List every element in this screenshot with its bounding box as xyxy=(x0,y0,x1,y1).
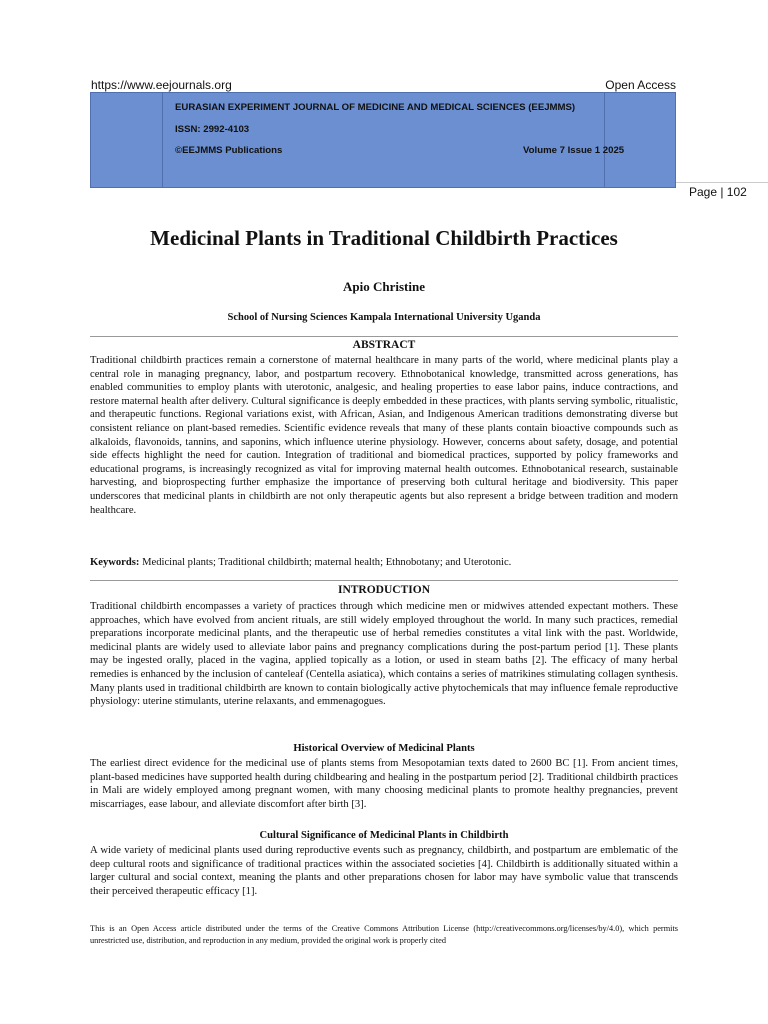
page-number: Page | 102 xyxy=(689,185,747,199)
cultural-text: A wide variety of medicinal plants used during reproductive events such as pregnancy, childbirth, and postpartum are emblematic of the deep cultural roots and significance of traditional practices within the associated societies [4]. Childbirth is additionally situated within a larger cultural and social context, meaning the plants and other preparations chosen for labor may have symbolic value that transcends their perceived therapeutic efficacy [1]. xyxy=(90,845,678,897)
license-footer: This is an Open Access article distributed under the terms of the Creative Commons Attribution License (http://creativecommons.org/licenses/by/4.0), which permits unrestricted use, distribution, and reproduction in any medium, provided the original work is properly cited xyxy=(90,924,678,945)
cultural-heading: Cultural Significance of Medicinal Plants in Childbirth xyxy=(259,830,509,841)
keywords-label: Keywords: xyxy=(90,557,140,568)
abstract-heading: ABSTRACT xyxy=(352,339,416,351)
journal-url[interactable]: https://www.eejournals.org xyxy=(91,78,232,92)
journal-issn: ISSN: 2992-4103 xyxy=(175,124,250,135)
introduction-heading: INTRODUCTION xyxy=(337,584,430,596)
historical-heading: Historical Overview of Medicinal Plants xyxy=(293,743,475,754)
article-title: Medicinal Plants in Traditional Childbirth Practices xyxy=(150,226,618,250)
journal-header-box xyxy=(90,92,676,188)
abstract-divider xyxy=(90,336,678,337)
article-author: Apio Christine xyxy=(343,279,425,294)
introduction-divider xyxy=(90,580,678,581)
open-access-label: Open Access xyxy=(605,78,676,92)
keywords-text: Medicinal plants; Traditional childbirth; maternal health; Ethnobotany; and Uterotonic. xyxy=(139,557,512,568)
introduction-text: Traditional childbirth encompasses a variety of practices through which medicine men or midwives attended expectant mothers. These approaches, which have evolved from ancient rituals, are still widely employed throughout the world. In many such practices, remedial preparations incorporate medicinal plants, and the therapeutic use of herbal remedies constitutes a vital link with the past. Worldwide, medicinal plants are widely used to alleviate labor pains and pregnancy complications during the post-partum period [1]. These plants may be ingested orally, placed in the vagina, applied topically as a lotion, or used in steam baths [2]. The efficacy of many herbal remedies is enhanced by the inclusion of canteleaf (Centella asiatica), which contains a series of matrikines stimulating collagen synthesis. Many plants used in traditional childbirth are known to contain biologically active phytochemicals that may influence female reproductive physiology: uterine stimulants, uterine relaxants, and emmenagogues. xyxy=(90,601,678,708)
author-affiliation: School of Nursing Sciences Kampala International University Uganda xyxy=(227,312,541,323)
page-number-rule xyxy=(676,182,768,183)
historical-text: The earliest direct evidence for the medicinal use of plants stems from Mesopotamian texts dated to 2600 BC [1]. From ancient times, plant-based medicines have supported health during childbearing and healing in the postpartum period [2]. Traditional childbirth practices in Mali are widely employed among pregnant women, with many choosing medicinal plants to promote healthy pregnancies, prevent miscarriages, ease labour, and alleviate discomfort after birth [3]. xyxy=(90,758,678,810)
keywords-line xyxy=(90,556,678,570)
abstract-text: Traditional childbirth practices remain a cornerstone of maternal healthcare in many parts of the world, where medicinal plants play a central role in managing pregnancy, labor, and postpartum recovery. Ethnobotanical knowledge, transmitted across generations, has enabled communities to employ plants with uterotonic, analgesic, and healing properties to ease labor pains, induce contractions, and restore maternal health after delivery. Cultural significance is deeply embedded in these practices, with plants serving symbolic, ritualistic, and therapeutic functions. Regional variations exist, with African, Asian, and Indigenous American traditions demonstrating diverse but consistent reliance on plant-based remedies. Scientific evidence reveals that many of these plants contain bioactive compounds such as alkaloids, flavonoids, tannins, and saponins, which influence uterine physiology. However, concerns about safety, dosage, and potential side effects highlight the need for caution. Integration of traditional and biomedical practices, supported by policy frameworks and educational programs, is increasingly recognized as vital for improving maternal health outcomes. Ethnobotanical research, sustainable harvesting, and bioprospecting further emphasize the importance of preserving both cultural heritage and biodiversity. This paper underscores that medicinal plants in childbirth are not only therapeutic agents but also represent a bridge between tradition and modern healthcare. xyxy=(90,355,678,516)
journal-publisher: ©EEJMMS Publications xyxy=(175,145,283,156)
journal-name: EURASIAN EXPERIMENT JOURNAL OF MEDICINE AND MEDICAL SCIENCES (EEJMMS) xyxy=(175,102,576,113)
journal-volume: Volume 7 Issue 1 2025 xyxy=(523,145,625,156)
